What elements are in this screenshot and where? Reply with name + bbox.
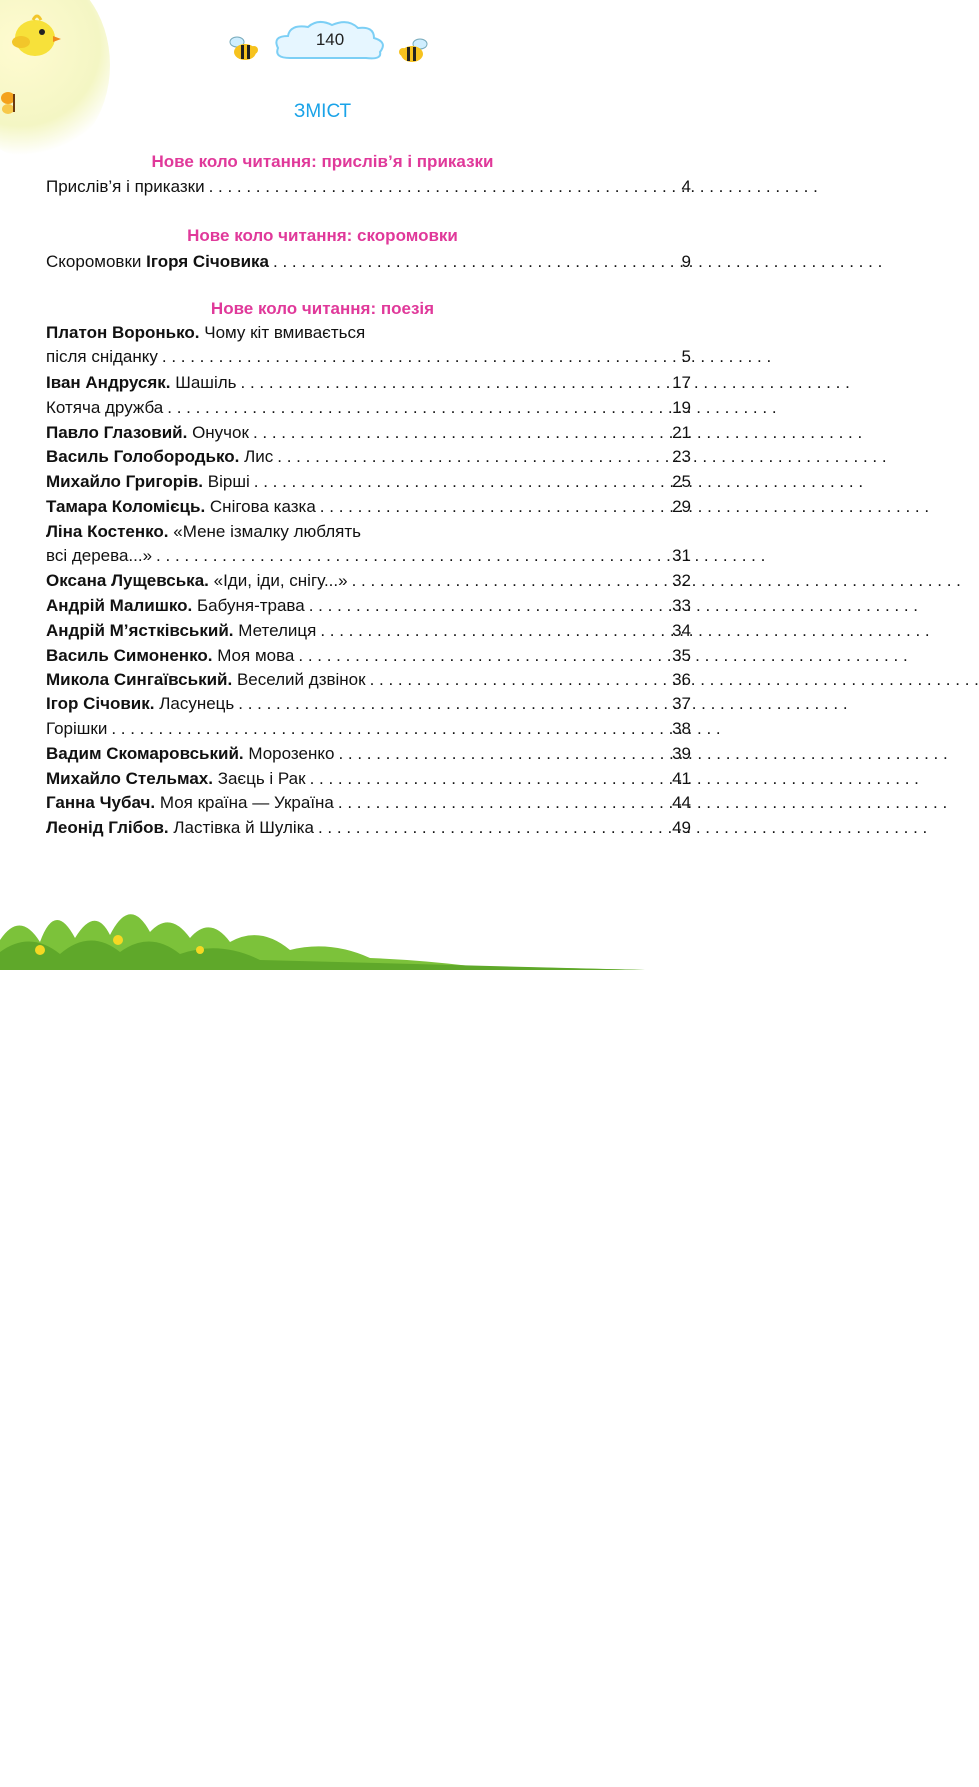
entry-title: Котяча дружба — [46, 398, 164, 417]
toc-entry-first-line — [46, 322, 365, 344]
toc-entry — [46, 693, 691, 715]
entry-title: Скоромовки — [46, 252, 142, 271]
entry-title: Горішки — [46, 719, 108, 738]
toc-entry — [46, 496, 691, 518]
entry-title: Лис — [244, 447, 274, 466]
toc-entry — [46, 346, 691, 368]
toc-entry — [46, 620, 691, 642]
entry-title: Веселий дзвінок — [236, 670, 366, 689]
contents-title: ЗМІСТ — [293, 101, 352, 122]
section-heading: Нове коло читання: скоромовки — [187, 226, 458, 245]
entry-title: Моя мова — [217, 646, 295, 665]
entry-title: Моя країна — Україна — [159, 793, 334, 812]
toc-entry — [46, 718, 691, 740]
toc-entry — [46, 743, 691, 765]
toc-entry — [46, 545, 691, 567]
entry-title-continued: після сніданку — [46, 347, 158, 366]
entry-author: Ігор Січовик. — [46, 694, 155, 713]
toc-entry — [46, 372, 691, 394]
entry-page: 33 — [672, 596, 691, 615]
toc-entry — [46, 397, 691, 419]
entry-author: Ліна Костенко. — [46, 522, 169, 541]
toc-entry — [46, 817, 691, 839]
bee-icon — [227, 36, 259, 62]
entry-title: Онучок — [192, 423, 249, 442]
entry-page: 37 — [672, 694, 691, 713]
section-heading: Нове коло читання: прислів’я і приказки — [151, 152, 494, 171]
entry-page: 23 — [672, 447, 691, 466]
entry-page: 17 — [672, 373, 691, 392]
entry-page: 5 — [681, 347, 691, 366]
entry-page: 38 — [672, 719, 691, 738]
toc-entry — [46, 768, 691, 790]
chick-icon — [5, 8, 61, 64]
entry-page: 31 — [672, 546, 691, 565]
entry-page: 34 — [672, 621, 691, 640]
entry-page: 49 — [672, 818, 691, 837]
entry-title: «Мене ізмалку люблять — [173, 522, 361, 541]
toc-entry — [46, 471, 691, 493]
entry-page: 32 — [672, 571, 691, 590]
toc-entry — [46, 595, 691, 617]
entry-page: 39 — [672, 744, 691, 763]
entry-page: 4 — [681, 177, 691, 196]
entry-page: 19 — [672, 398, 691, 417]
entry-author: Андрій Малишко. — [46, 596, 193, 615]
entry-title: Чому кіт вмивається — [204, 323, 366, 342]
entry-page: 29 — [672, 497, 691, 516]
bee-icon — [398, 38, 430, 64]
entry-title: «Іди, іди, снігу...» — [213, 571, 348, 590]
entry-author: Михайло Стельмах. — [46, 769, 213, 788]
entry-author: Павло Глазовий. — [46, 423, 188, 442]
entry-title: Заєць і Рак — [217, 769, 306, 788]
toc-entry — [46, 792, 691, 814]
entry-author: Микола Сингаївський. — [46, 670, 233, 689]
entry-author: Василь Голобородько. — [46, 447, 240, 466]
toc-entry — [46, 645, 691, 667]
entry-page: 35 — [672, 646, 691, 665]
entry-author: Вадим Скомаровський. — [46, 744, 244, 763]
toc-entry — [46, 251, 691, 273]
entry-title: Ластівка й Шуліка — [173, 818, 314, 837]
entry-title: Шашіль — [175, 373, 237, 392]
entry-title: Прислів’я і приказки — [46, 177, 205, 196]
entry-title-continued: всі дерева...» — [46, 546, 153, 565]
entry-author: Тамара Коломієць. — [46, 497, 206, 516]
entry-page: 36 — [672, 670, 691, 689]
entry-author: Андрій М’ястківський. — [46, 621, 234, 640]
toc-entry — [46, 422, 691, 444]
entry-page: 9 — [681, 252, 691, 271]
toc-entry-first-line — [46, 521, 361, 543]
entry-author: Леонід Глібов. — [46, 818, 169, 837]
entry-author: Михайло Григорів. — [46, 472, 204, 491]
entry-page: 41 — [672, 769, 691, 788]
toc-entry — [46, 669, 691, 691]
entry-title: Вірші — [207, 472, 250, 491]
entry-title: Морозенко — [248, 744, 335, 763]
entry-page: 25 — [672, 472, 691, 491]
entry-title: Метелиця — [238, 621, 317, 640]
entry-author: Іван Андрусяк. — [46, 373, 171, 392]
book-page — [0, 0, 691, 970]
toc-entry — [46, 446, 691, 468]
section-heading: Нове коло читання: поезія — [210, 299, 435, 318]
toc-entry — [46, 570, 691, 592]
entry-author: Ігоря Січовика — [146, 252, 270, 271]
entry-title: Бабуня-трава — [197, 596, 305, 615]
entry-author: Оксана Лущевська. — [46, 571, 209, 590]
toc-entry — [46, 176, 691, 198]
entry-title: Ласунець — [159, 694, 235, 713]
entry-author: Василь Симоненко. — [46, 646, 213, 665]
entry-page: 44 — [672, 793, 691, 812]
entry-page: 21 — [672, 423, 691, 442]
entry-author: Ганна Чубач. — [46, 793, 156, 812]
page-number: 140 — [315, 30, 345, 49]
entry-title: Снігова казка — [209, 497, 316, 516]
entry-author: Платон Воронько. — [46, 323, 200, 342]
